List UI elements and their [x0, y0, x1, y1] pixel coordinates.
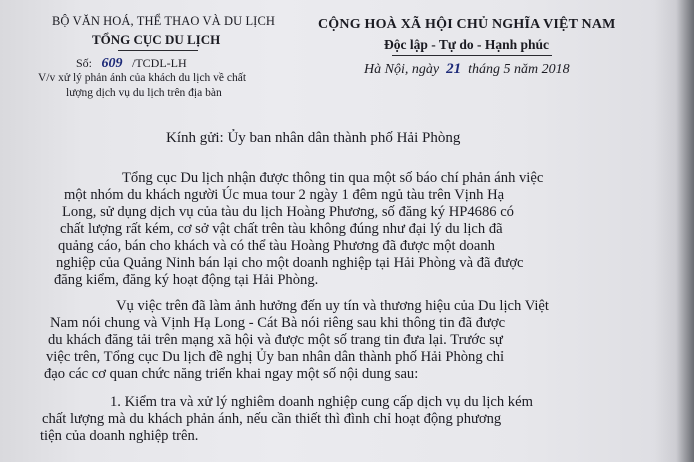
department-name: TỔNG CỤC DU LỊCH [92, 32, 221, 47]
nation-title: CỘNG HOÀ XÃ HỘI CHỦ NGHĨA VIỆT NAM [318, 17, 616, 32]
department-underline [118, 50, 198, 51]
body-line-5: quảng cáo, bán cho khách và có thể tàu Hoàng Phương đã được một doanh [58, 238, 495, 254]
document-number [76, 56, 187, 72]
body-line-12: đạo các cơ quan chức năng triển khai ngay một số nội dung sau: [44, 366, 419, 382]
date-prefix: Hà Nội, ngày [364, 62, 440, 77]
handwritten-number: 609 [101, 56, 123, 71]
body-line-9: Nam nói chung và Vịnh Hạ Long - Cát Bà nói riêng sau khi thông tin đã được [50, 315, 506, 331]
body-line-4: chất lượng rất kém, cơ sở vật chất trên tàu không đúng như đại lý du lịch đã [60, 221, 503, 237]
body-line-2: một nhóm du khách người Úc mua tour 2 ngày 1 đêm ngủ tàu trên Vịnh Hạ [64, 187, 505, 203]
body-line-8: Vụ việc trên đã làm ảnh hưởng đến uy tín và thương hiệu của Du lịch Việt [116, 298, 549, 314]
national-motto: Độc lập - Tự do - Hạnh phúc [384, 37, 550, 52]
number-prefix: Số: [76, 56, 93, 70]
body-line-13: 1. Kiểm tra và xử lý nghiêm doanh nghiệp cung cấp dịch vụ du lịch kém [110, 394, 533, 410]
number-suffix: /TCDL-LH [132, 56, 187, 70]
motto-underline [392, 55, 552, 56]
body-line-6: nghiệp của Quảng Ninh bán lại cho một doanh nghiệp tại Hải Phòng và đã được [56, 255, 524, 271]
body-line-3: Long, sử dụng dịch vụ của tàu du lịch Hoàng Phương, số đăng ký HP4686 có [62, 204, 514, 220]
body-line-10: du khách đăng tải trên mạng xã hội và được một số trang tin đưa lại. Trước sự [48, 332, 503, 348]
body-line-1: Tổng cục Du lịch nhận được thông tin qua một số báo chí phản ánh việc [122, 170, 544, 186]
page-edge-shadow [654, 0, 694, 462]
issue-date [364, 61, 570, 78]
date-suffix: tháng 5 năm 2018 [468, 62, 570, 77]
subject-line-1: V/v xử lý phản ánh của khách du lịch về chất [38, 72, 247, 84]
recipient-line: Kính gửi: Ủy ban nhân dân thành phố Hải Phòng [166, 130, 461, 146]
handwritten-day: 21 [446, 61, 462, 77]
body-line-7: đăng kiểm, đăng ký hoạt động tại Hải Phòng. [54, 272, 319, 288]
body-line-14: chất lượng mà du khách phản ánh, nếu cần thiết thì đình chỉ hoạt động phương [42, 411, 502, 427]
subject-line-2: lượng dịch vụ du lịch trên địa bàn [66, 87, 222, 99]
ministry-name: BỘ VĂN HOÁ, THỂ THAO VÀ DU LỊCH [52, 14, 276, 28]
body-line-11: việc trên, Tổng cục Du lịch đề nghị Ủy ban nhân dân thành phố Hải Phòng chỉ [46, 349, 505, 365]
body-line-15: tiện của doanh nghiệp trên. [40, 428, 199, 444]
